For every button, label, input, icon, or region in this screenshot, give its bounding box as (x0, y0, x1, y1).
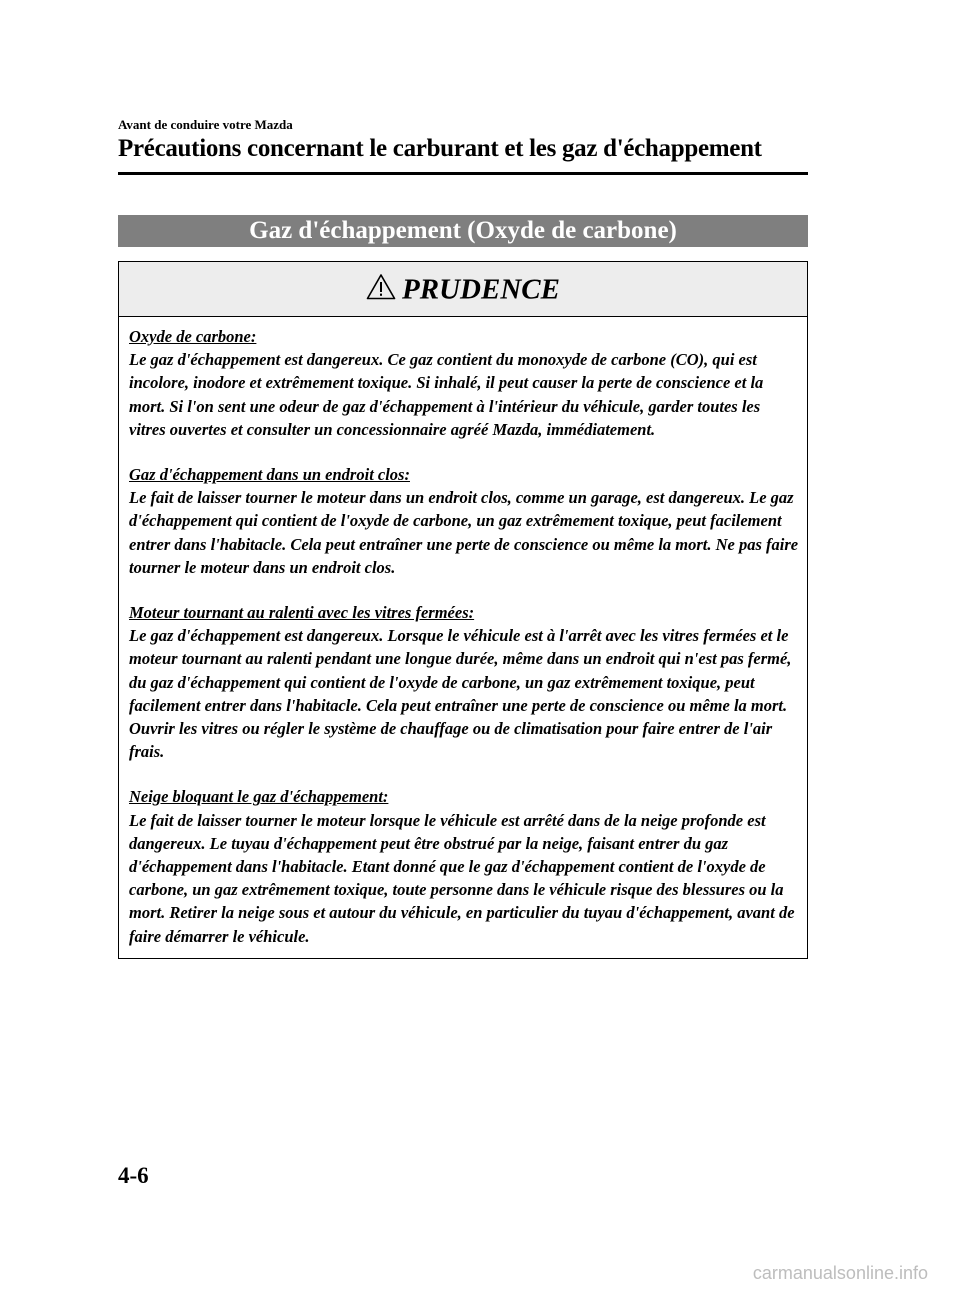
warning-paragraph (129, 601, 799, 763)
paragraph-title: Moteur tournant au ralenti avec les vitres fermées: (129, 603, 475, 623)
paragraph-title: Gaz d'échappement dans un endroit clos: (129, 465, 410, 485)
paragraph-title: Oxyde de carbone: (129, 327, 257, 346)
paragraph-text: Le fait de laisser tourner le moteur lorsque le véhicule est arrêté dans de la neige profonde est dangereux. Le tuyau d'échappement peut être obstrué par la neige, faisant entrer du gaz d'échappement dans l'habitacle. Etant donné que le gaz d'échappement contient de l'oxyde de carbone, un gaz extrêmement toxique, toute personne dans le véhicule risque des blessures ou la mort. Retirer la neige sous et autour du véhicule, en particulier du tuyau d'échappement, avant de faire démarrer le véhicule. (129, 810, 795, 946)
section-title: Précautions concernant le carburant et les gaz d'échappement (118, 135, 762, 162)
watermark: carmanualsonline.info (752, 1263, 928, 1283)
warning-triangle-icon (366, 273, 396, 300)
chapter-label: Avant de conduire votre Mazda (118, 117, 293, 132)
warning-label: PRUDENCE (402, 273, 560, 306)
title-rule (118, 172, 808, 175)
paragraph-text: Le gaz d'échappement est dangereux. Lorsque le véhicule est à l'arrêt avec les vitres fermées et le moteur tournant au ralenti pendant une longue durée, même dans un endroit qui n'est pas fermé, du gaz d'échappement qui contient de l'oxyde de carbone, un gaz extrêmement toxique, peut facilement entrer dans l'habitacle. Cela peut entraîner une perte de conscience ou même la mort. Ouvrir les vitres ou régler le système de chauffage ou de climatisation pour faire entrer de l'air frais. (129, 626, 792, 762)
warning-body (119, 317, 807, 948)
warning-paragraph (129, 463, 799, 579)
topic-bar: Gaz d'échappement (Oxyde de carbone) (118, 215, 808, 247)
paragraph-title: Neige bloquant le gaz d'échappement: (129, 787, 389, 807)
warning-box (118, 261, 808, 959)
page-number: 4-6 (118, 1163, 149, 1188)
warning-paragraph (129, 785, 799, 947)
paragraph-text: Le fait de laisser tourner le moteur dans un endroit clos, comme un garage, est dangereux. Le gaz d'échappement qui contient de l'oxyde de carbone, un gaz extrêmement toxique, peut facilement entrer dans l'habitacle. Cela peut entraîner une perte de conscience ou même la mort. Ne pas faire tourner le moteur dans un endroit clos. (129, 488, 799, 577)
paragraph-text: Le gaz d'échappement est dangereux. Ce gaz contient du monoxyde de carbone (CO), qui est incolore, inodore et extrêmement toxique. Si inhalé, il peut causer la perte de conscience et la mort. Si l'on sent une odeur de gaz d'échappement à l'intérieur du véhicule, garder toutes les vitres ouvertes et consulter un concessionnaire agréé Mazda, immédiatement. (129, 350, 764, 439)
warning-header (119, 262, 807, 317)
warning-paragraph (129, 325, 799, 441)
